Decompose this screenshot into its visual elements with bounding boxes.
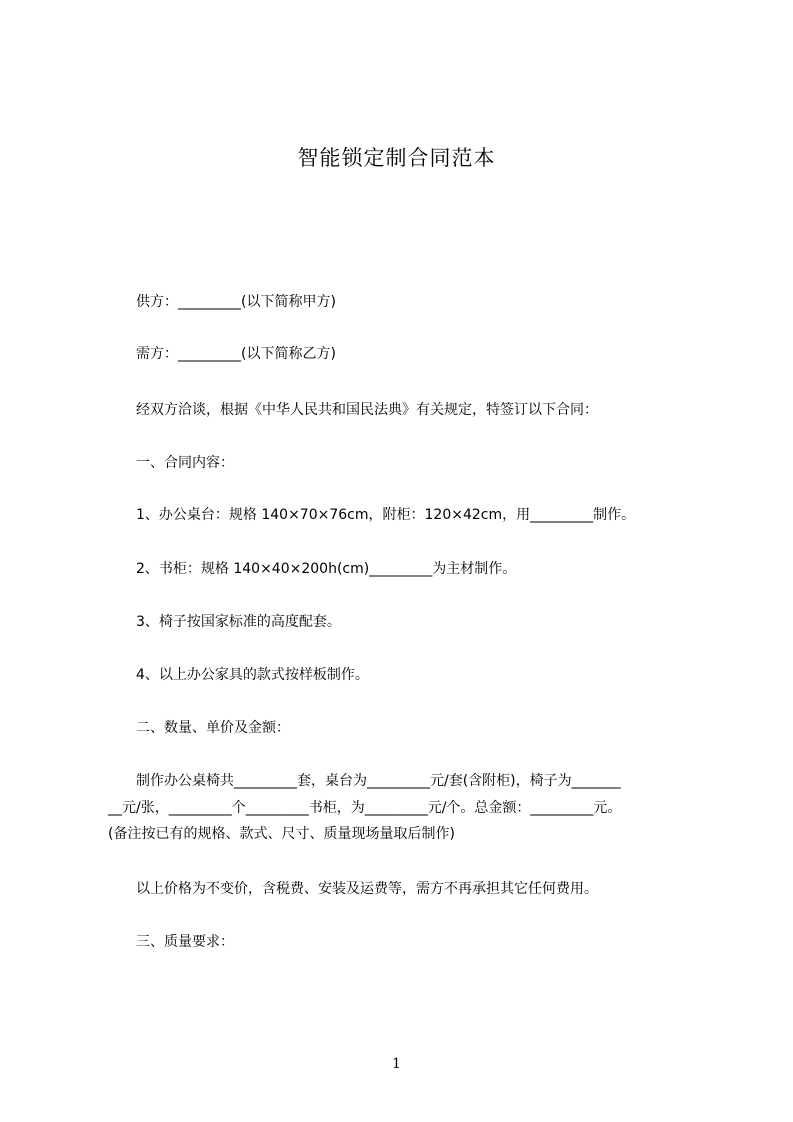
quantity-paragraph-line-2: __元/张，_________个_________书柜，为_________元/个。总金额：_________元。: [108, 800, 622, 816]
document-title: 智能锁定制合同范本: [297, 146, 496, 170]
intro-paragraph: 经双方洽谈，根据《中华人民共和国民法典》有关规定，特签订以下合同：: [136, 402, 598, 418]
section-heading-quantity-price: 二、数量、单价及金额：: [136, 720, 290, 736]
quantity-paragraph-line-1: 制作办公桌椅共_________套，桌台为_________元/套(含附柜)，椅子为_______: [136, 773, 621, 789]
clause-style: 4、以上办公家具的款式按样板制作。: [136, 667, 369, 683]
buyer-line: 需方：_________(以下简称乙方): [136, 346, 336, 362]
price-note: 以上价格为不变价，含税费、安装及运费等，需方不再承担其它任何费用。: [136, 881, 598, 897]
clause-chairs: 3、椅子按国家标准的高度配套。: [136, 614, 341, 630]
clause-desk: 1、办公桌台：规格 140×70×76cm，附柜：120×42cm，用_________制作。: [136, 507, 636, 523]
clause-bookcase: 2、书柜：规格 140×40×200h(cm)_________为主材制作。: [136, 561, 517, 577]
section-heading-contract-content: 一、合同内容：: [136, 455, 234, 471]
section-heading-quality: 三、质量要求：: [136, 934, 234, 950]
quantity-paragraph-line-3: (备注按已有的规格、款式、尺寸、质量现场量取后制作): [108, 826, 455, 842]
supplier-line: 供方：_________(以下简称甲方): [136, 294, 336, 310]
page-number: 1: [392, 1056, 401, 1072]
